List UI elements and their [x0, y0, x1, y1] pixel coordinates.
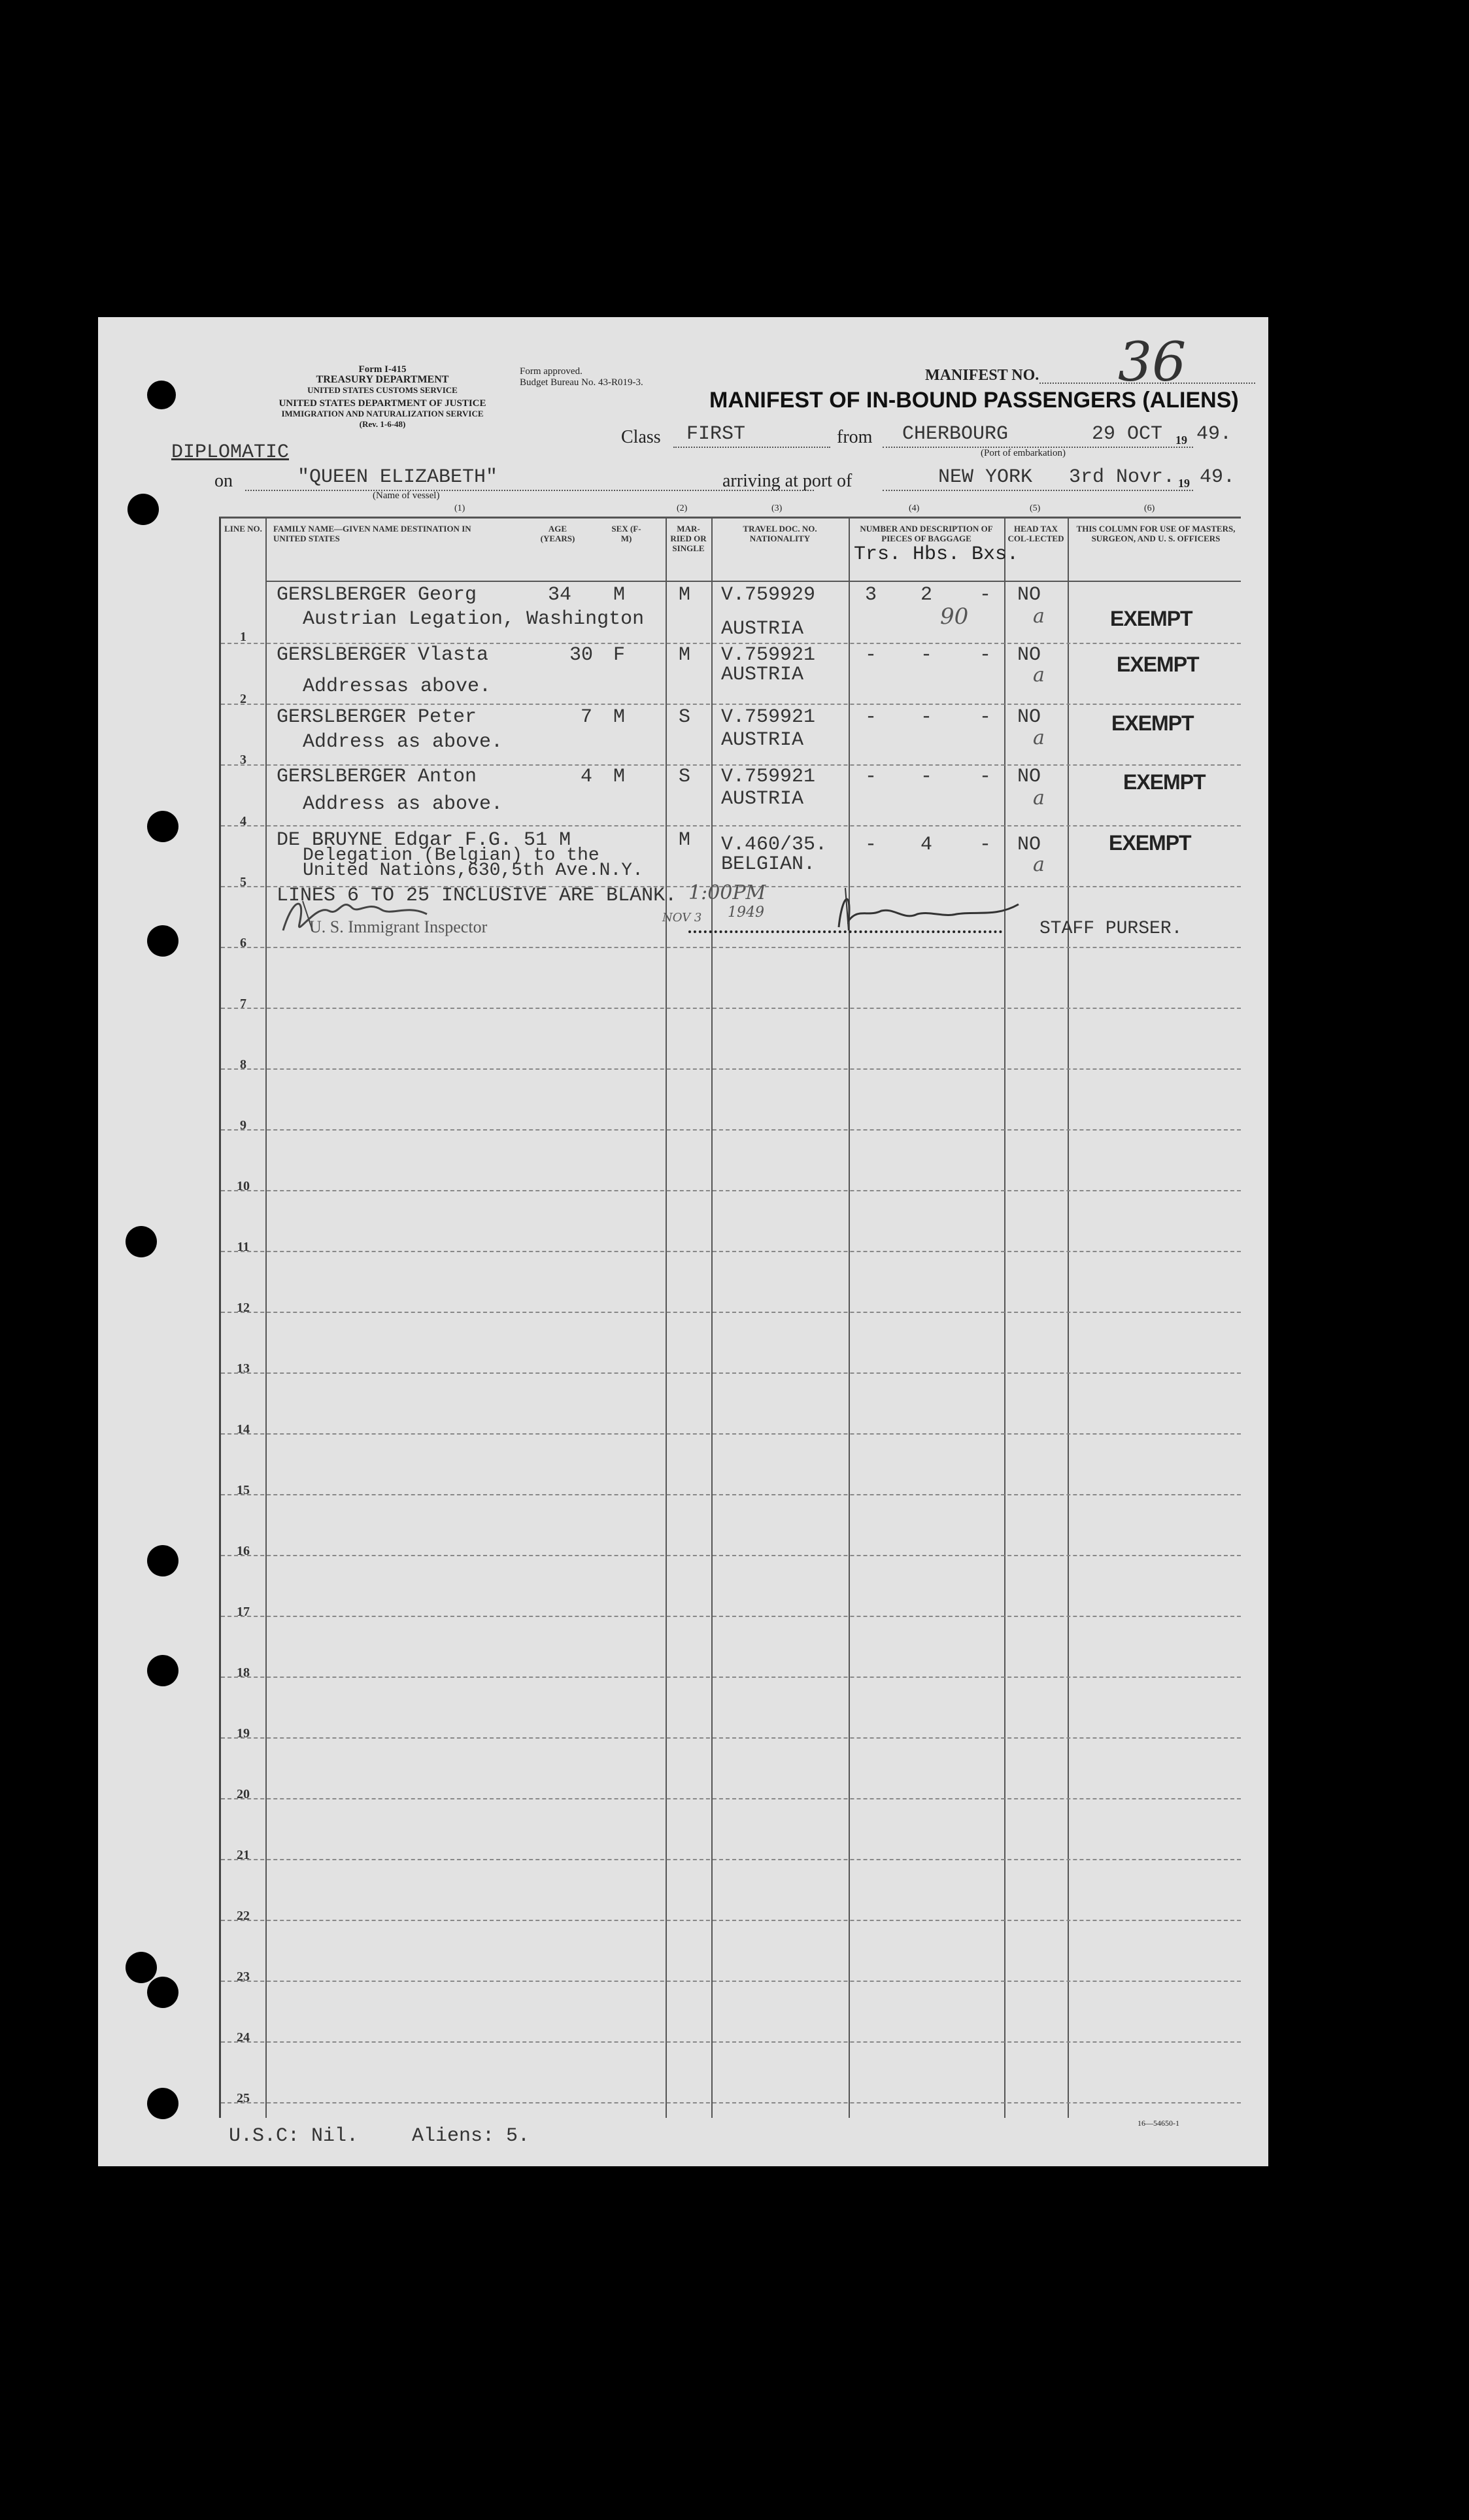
port-embarkation-note: (Port of embarkation) [981, 448, 1066, 458]
line-number: 22 [237, 1909, 250, 1923]
punch-hole [147, 1545, 178, 1576]
stamp-date: NOV 3 [662, 911, 702, 925]
line-number: 17 [237, 1605, 250, 1619]
baggage-trunks: 3 [865, 584, 877, 606]
col-number: (5) [1030, 503, 1041, 513]
row-rule [221, 1616, 1241, 1617]
header-travel-doc: TRAVEL DOC. NO. NATIONALITY [743, 524, 817, 543]
passenger-age: 4 [581, 766, 593, 788]
row-rule [221, 1312, 1241, 1313]
printer-code: 16—54650-1 [1138, 2119, 1179, 2128]
line-number: 7 [240, 996, 246, 1011]
diplomatic-label: DIPLOMATIC [171, 441, 290, 464]
passenger-nationality: AUSTRIA [721, 618, 804, 640]
passenger-name: GERSLBERGER Georg [277, 584, 477, 606]
header-name: FAMILY NAME—GIVEN NAME DESTINATION IN UNITED STATES [273, 524, 471, 543]
line-number: 12 [237, 1301, 250, 1315]
passenger-doc: V.460/35. [721, 834, 828, 856]
passenger-doc: V.759929 [721, 584, 816, 606]
row-rule [221, 1920, 1241, 1921]
head-tax: NO [1017, 644, 1041, 666]
header-line-no: LINE NO. [224, 524, 262, 534]
head-tax: NO [1017, 584, 1041, 606]
col-number: (1) [454, 503, 465, 513]
row-rule [221, 1981, 1241, 1982]
line-number: 25 [237, 2091, 250, 2105]
baggage-trunks: - [865, 644, 877, 666]
baggage-note: 90 [940, 604, 969, 630]
col-number: (3) [771, 503, 783, 513]
row-rule [221, 1798, 1241, 1799]
baggage-handbags: - [920, 766, 933, 788]
passenger-doc: V.759921 [721, 644, 816, 666]
from-date: 29 OCT [1092, 423, 1163, 445]
passenger-destination-2: United Nations,630,5th Ave.N.Y. [303, 860, 643, 881]
line-number: 16 [237, 1544, 250, 1558]
footer-aliens: Aliens: 5. [412, 2125, 530, 2147]
header-head-tax: HEAD TAX COL-LECTED [1007, 524, 1064, 543]
stamp-time: 1:00PM [688, 881, 766, 904]
passenger-marital: S [679, 706, 691, 728]
line-number: 6 [240, 936, 246, 950]
year-prefix-2: 19 [1178, 477, 1190, 490]
row-rule [221, 947, 1241, 948]
punch-hole [147, 811, 178, 842]
header-divider [265, 581, 1241, 582]
header-sex: SEX (F-M) [611, 524, 641, 543]
ins-service: IMMIGRATION AND NATURALIZATION SERVICE [281, 409, 484, 418]
col-number: (6) [1144, 503, 1155, 513]
revision: (Rev. 1-6-48) [359, 419, 406, 429]
head-tax-mark: a [1033, 787, 1045, 809]
passenger-sex: M [613, 584, 626, 606]
passenger-marital: M [679, 584, 691, 606]
row-rule [221, 704, 1241, 705]
passenger-destination: Address as above. [303, 731, 503, 753]
manifest-no-label: MANIFEST NO. [925, 367, 1039, 384]
arriving-label: arriving at port of [722, 471, 853, 491]
class-value: FIRST [686, 423, 746, 445]
from-label: from [837, 427, 873, 447]
line-number: 9 [240, 1118, 246, 1132]
line-number: 15 [237, 1483, 250, 1497]
passenger-nationality: BELGIAN. [721, 853, 816, 876]
form-approved: Form approved. [520, 366, 583, 377]
head-tax: NO [1017, 766, 1041, 788]
stamp-year: 1949 [728, 904, 764, 921]
line-number: 24 [237, 2030, 250, 2045]
line-number: 19 [237, 1726, 250, 1741]
vessel-name: "QUEEN ELIZABETH" [297, 466, 498, 488]
baggage-boxes: - [979, 766, 992, 788]
row-rule [221, 1251, 1241, 1252]
line-number: 14 [237, 1422, 250, 1437]
head-tax: NO [1017, 834, 1041, 856]
row-rule [221, 1859, 1241, 1860]
header-age: AGE (YEARS) [540, 524, 575, 543]
line-number: 23 [237, 1969, 250, 1984]
punch-hole [147, 1977, 178, 2008]
row-rule [221, 1433, 1241, 1435]
from-port: CHERBOURG [902, 423, 1009, 445]
baggage-trunks: - [865, 766, 877, 788]
row-rule [221, 2102, 1241, 2103]
baggage-trunks: - [865, 834, 877, 856]
head-tax-mark: a [1033, 605, 1045, 628]
exempt-stamp: EXEMPT [1109, 831, 1191, 855]
punch-hole [147, 381, 176, 409]
staff-purser-label: STAFF PURSER. [1039, 919, 1183, 939]
col-divider [1004, 519, 1005, 2118]
treasury-department: TREASURY DEPARTMENT [316, 374, 449, 385]
header-officers: THIS COLUMN FOR USE OF MASTERS, SURGEON, AND U. S. OFFICERS [1076, 524, 1236, 543]
passenger-doc: V.759921 [721, 766, 816, 788]
head-tax-mark: a [1033, 664, 1045, 687]
class-label: Class [621, 427, 661, 447]
col-number: (4) [909, 503, 920, 513]
baggage-handbags: 4 [920, 834, 933, 856]
passenger-nationality: AUSTRIA [721, 664, 804, 686]
header-married: MAR-RIED OR SINGLE [670, 524, 707, 553]
row-rule [221, 1129, 1241, 1131]
baggage-handbags: - [920, 706, 933, 728]
punch-hole [127, 494, 159, 525]
line-number: 10 [237, 1179, 250, 1193]
col-divider [711, 519, 713, 2118]
passenger-destination: Addressas above. [303, 675, 492, 698]
punch-hole [126, 1952, 157, 1983]
line-number: 5 [240, 875, 246, 889]
exempt-stamp: EXEMPT [1110, 607, 1192, 630]
row-rule [221, 1190, 1241, 1191]
passenger-age: 34 [548, 584, 572, 606]
row-rule [221, 1372, 1241, 1374]
col-number: (2) [677, 503, 688, 513]
passenger-marital: S [679, 766, 691, 788]
baggage-handbags: - [920, 644, 933, 666]
exempt-stamp: EXEMPT [1117, 653, 1199, 676]
passenger-age: 7 [581, 706, 593, 728]
punch-hole [147, 2088, 178, 2119]
line-number: 8 [240, 1057, 246, 1072]
on-label: on [214, 471, 233, 491]
head-tax-mark: a [1033, 853, 1045, 876]
row-rule [221, 2041, 1241, 2043]
exempt-stamp: EXEMPT [1111, 711, 1194, 735]
blank-lines-note: LINES 6 TO 25 INCLUSIVE ARE BLANK. [277, 885, 677, 907]
punch-hole [147, 1655, 178, 1686]
manifest-sheet [98, 317, 1268, 2166]
row-rule [221, 1737, 1241, 1739]
passenger-table [219, 517, 1241, 2118]
passenger-sex: M [613, 766, 626, 788]
line-number: 4 [240, 814, 246, 828]
justice-department: UNITED STATES DEPARTMENT OF JUSTICE [279, 398, 486, 409]
form-number: Form I-415 [358, 364, 407, 375]
baggage-boxes: - [979, 644, 992, 666]
year-prefix-1: 19 [1175, 434, 1187, 447]
line-number: 20 [237, 1787, 250, 1801]
footer-usc: U.S.C: Nil. [229, 2125, 359, 2147]
passenger-name: GERSLBERGER Anton [277, 766, 477, 788]
header-baggage: NUMBER AND DESCRIPTION OF PIECES OF BAGGAGE [860, 524, 993, 543]
row-rule [221, 1008, 1241, 1009]
arrival-date: 3rd Novr. [1069, 466, 1175, 488]
col-divider [666, 519, 667, 2118]
manifest-no-handwritten: 36 [1118, 332, 1187, 394]
baggage-boxes: - [979, 834, 992, 856]
punch-hole [126, 1226, 157, 1257]
passenger-destination: Address as above. [303, 793, 503, 815]
purser-signature [832, 881, 1028, 940]
head-tax: NO [1017, 706, 1041, 728]
passenger-sex: M [613, 706, 626, 728]
line-number: 13 [237, 1361, 250, 1376]
baggage-subheader: Trs. Hbs. Bxs. [854, 543, 1019, 566]
passenger-name: DE BRUYNE Edgar F.G. 51 M [277, 829, 571, 851]
arrival-port: NEW YORK [938, 466, 1033, 488]
passenger-sex: F [613, 644, 626, 666]
line-number: 1 [240, 630, 246, 644]
line-number: 21 [237, 1848, 250, 1862]
punch-hole [147, 925, 178, 957]
col-divider [849, 519, 850, 2118]
year-2: 49. [1200, 466, 1236, 488]
row-rule [221, 1677, 1241, 1678]
passenger-doc: V.759921 [721, 706, 816, 728]
head-tax-mark: a [1033, 726, 1045, 749]
class-line [673, 447, 830, 448]
line-number: 18 [237, 1665, 250, 1680]
inspector-label: U. S. Immigrant Inspector [309, 917, 488, 936]
manifest-title: MANIFEST OF IN-BOUND PASSENGERS (ALIENS) [709, 388, 1239, 413]
passenger-age: 30 [569, 644, 594, 666]
col-divider [1068, 519, 1069, 2118]
passenger-destination: Austrian Legation, Washington [303, 608, 645, 630]
baggage-boxes: - [979, 706, 992, 728]
budget-bureau: Budget Bureau No. 43-R019-3. [520, 377, 643, 388]
row-rule [221, 1068, 1241, 1070]
passenger-name: GERSLBERGER Vlasta [277, 644, 489, 666]
row-rule [221, 825, 1241, 826]
passenger-marital: M [679, 829, 691, 851]
vessel-note: (Name of vessel) [373, 490, 440, 501]
row-rule [221, 1494, 1241, 1495]
line-number: 2 [240, 692, 246, 706]
passenger-destination: Delegation (Belgian) to the [303, 845, 599, 866]
exempt-stamp: EXEMPT [1123, 770, 1206, 794]
passenger-marital: M [679, 644, 691, 666]
baggage-handbags: 2 [920, 584, 933, 606]
passenger-name: GERSLBERGER Peter [277, 706, 477, 728]
line-number: 11 [237, 1240, 250, 1254]
row-rule [221, 1555, 1241, 1556]
passenger-nationality: AUSTRIA [721, 729, 804, 751]
line-number: 3 [240, 753, 246, 767]
baggage-boxes: - [979, 584, 992, 606]
col-divider [265, 519, 267, 2118]
inspector-signature [277, 885, 433, 944]
customs-service: UNITED STATES CUSTOMS SERVICE [307, 385, 458, 395]
baggage-trunks: - [865, 706, 877, 728]
passenger-nationality: AUSTRIA [721, 788, 804, 810]
year-1: 49. [1196, 423, 1232, 445]
arrival-line [883, 490, 1193, 491]
